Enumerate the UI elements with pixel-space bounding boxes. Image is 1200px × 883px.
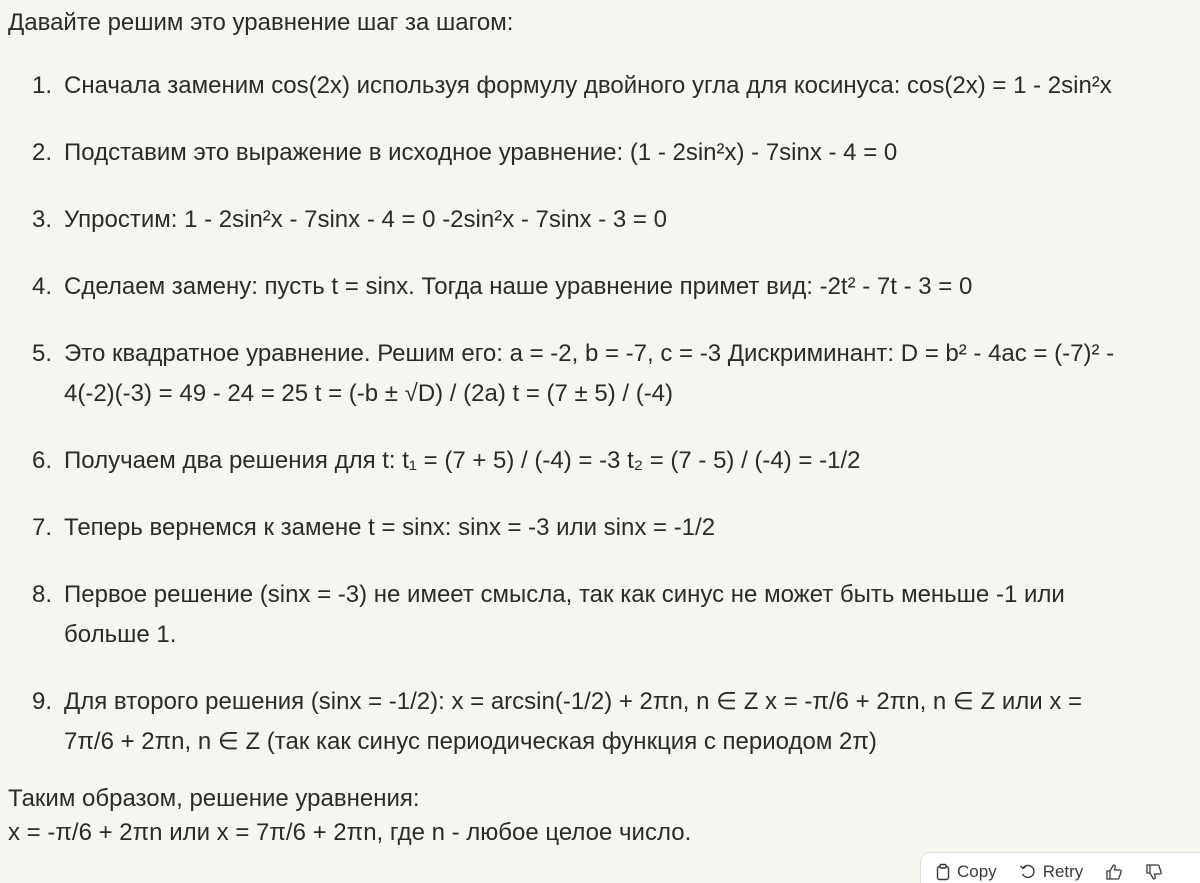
copy-label: Copy xyxy=(957,862,997,881)
step-item xyxy=(8,682,1192,762)
step-number: 5. xyxy=(31,340,52,367)
step-item xyxy=(8,441,1192,481)
steps-list xyxy=(8,66,1192,762)
step-text: Это квадратное уравнение. Решим его: a = -2, b = -7, c = -3 Дискриминант: D = b² - 4ac = (-7)² - 4(-2)(-3) = 49 - 24 = 25 t = (-b ± √D) / (2a) t = (7 ± 5) / (-4) xyxy=(64,340,1115,407)
step-item xyxy=(8,66,1192,106)
step-text: Первое решение (sinx = -3) не имеет смысла, так как синус не может быть меньше -1 или больше 1. xyxy=(64,581,1065,648)
step-item xyxy=(8,267,1192,307)
step-text: Сделаем замену: пусть t = sinx. Тогда наше уравнение примет вид: -2t² - 7t - 3 = 0 xyxy=(64,273,973,300)
message-actions-bar xyxy=(920,852,1200,883)
thumbs-down-icon xyxy=(1145,863,1163,881)
copy-button[interactable] xyxy=(935,862,997,882)
response-intro: Давайте решим это уравнение шаг за шагом: xyxy=(8,9,514,36)
conclusion-heading: Таким образом, решение уравнения: xyxy=(8,785,420,812)
step-number: 6. xyxy=(31,447,52,474)
step-text: Для второго решения (sinx = -1/2): x = arcsin(-1/2) + 2πn, n ∈ Z x = -π/6 + 2πn, n ∈ Z или x = 7π/6 + 2πn, n ∈ Z (так как синус периодическая функция с периодом 2π) xyxy=(64,688,1082,755)
step-text: Подставим это выражение в исходное уравнение: (1 - 2sin²x) - 7sinx - 4 = 0 xyxy=(64,139,898,166)
clipboard-icon xyxy=(935,863,951,881)
step-text: Теперь вернемся к замене t = sinx: sinx = -3 или sinx = -1/2 xyxy=(64,514,716,541)
conclusion-answer: x = -π/6 + 2πn или x = 7π/6 + 2πn, где n - любое целое число. xyxy=(8,819,692,846)
retry-label: Retry xyxy=(1042,862,1084,881)
step-text: Сначала заменим cos(2x) используя формулу двойного угла для косинуса: cos(2x) = 1 - 2sin²x xyxy=(64,72,1112,99)
step-number: 1. xyxy=(31,72,52,99)
step-item xyxy=(8,508,1192,548)
step-text: Получаем два решения для t: t₁ = (7 + 5) / (-4) = -3 t₂ = (7 - 5) / (-4) = -1/2 xyxy=(64,447,861,474)
step-item xyxy=(8,133,1192,173)
thumbs-up-icon xyxy=(1105,863,1123,881)
thumbs-down-button[interactable] xyxy=(1145,863,1163,881)
step-number: 3. xyxy=(31,206,52,233)
step-number: 8. xyxy=(31,581,52,608)
retry-arrow-icon xyxy=(1019,864,1037,880)
step-text: Упростим: 1 - 2sin²x - 7sinx - 4 = 0 -2sin²x - 7sinx - 3 = 0 xyxy=(64,206,667,233)
thumbs-up-button[interactable] xyxy=(1105,863,1123,881)
step-number: 9. xyxy=(31,688,52,715)
step-item xyxy=(8,334,1192,414)
step-item xyxy=(8,575,1192,655)
step-number: 2. xyxy=(31,139,52,166)
step-item xyxy=(8,200,1192,240)
step-number: 4. xyxy=(31,273,52,300)
conclusion xyxy=(8,782,1192,850)
step-number: 7. xyxy=(31,514,52,541)
retry-button[interactable] xyxy=(1019,862,1084,882)
